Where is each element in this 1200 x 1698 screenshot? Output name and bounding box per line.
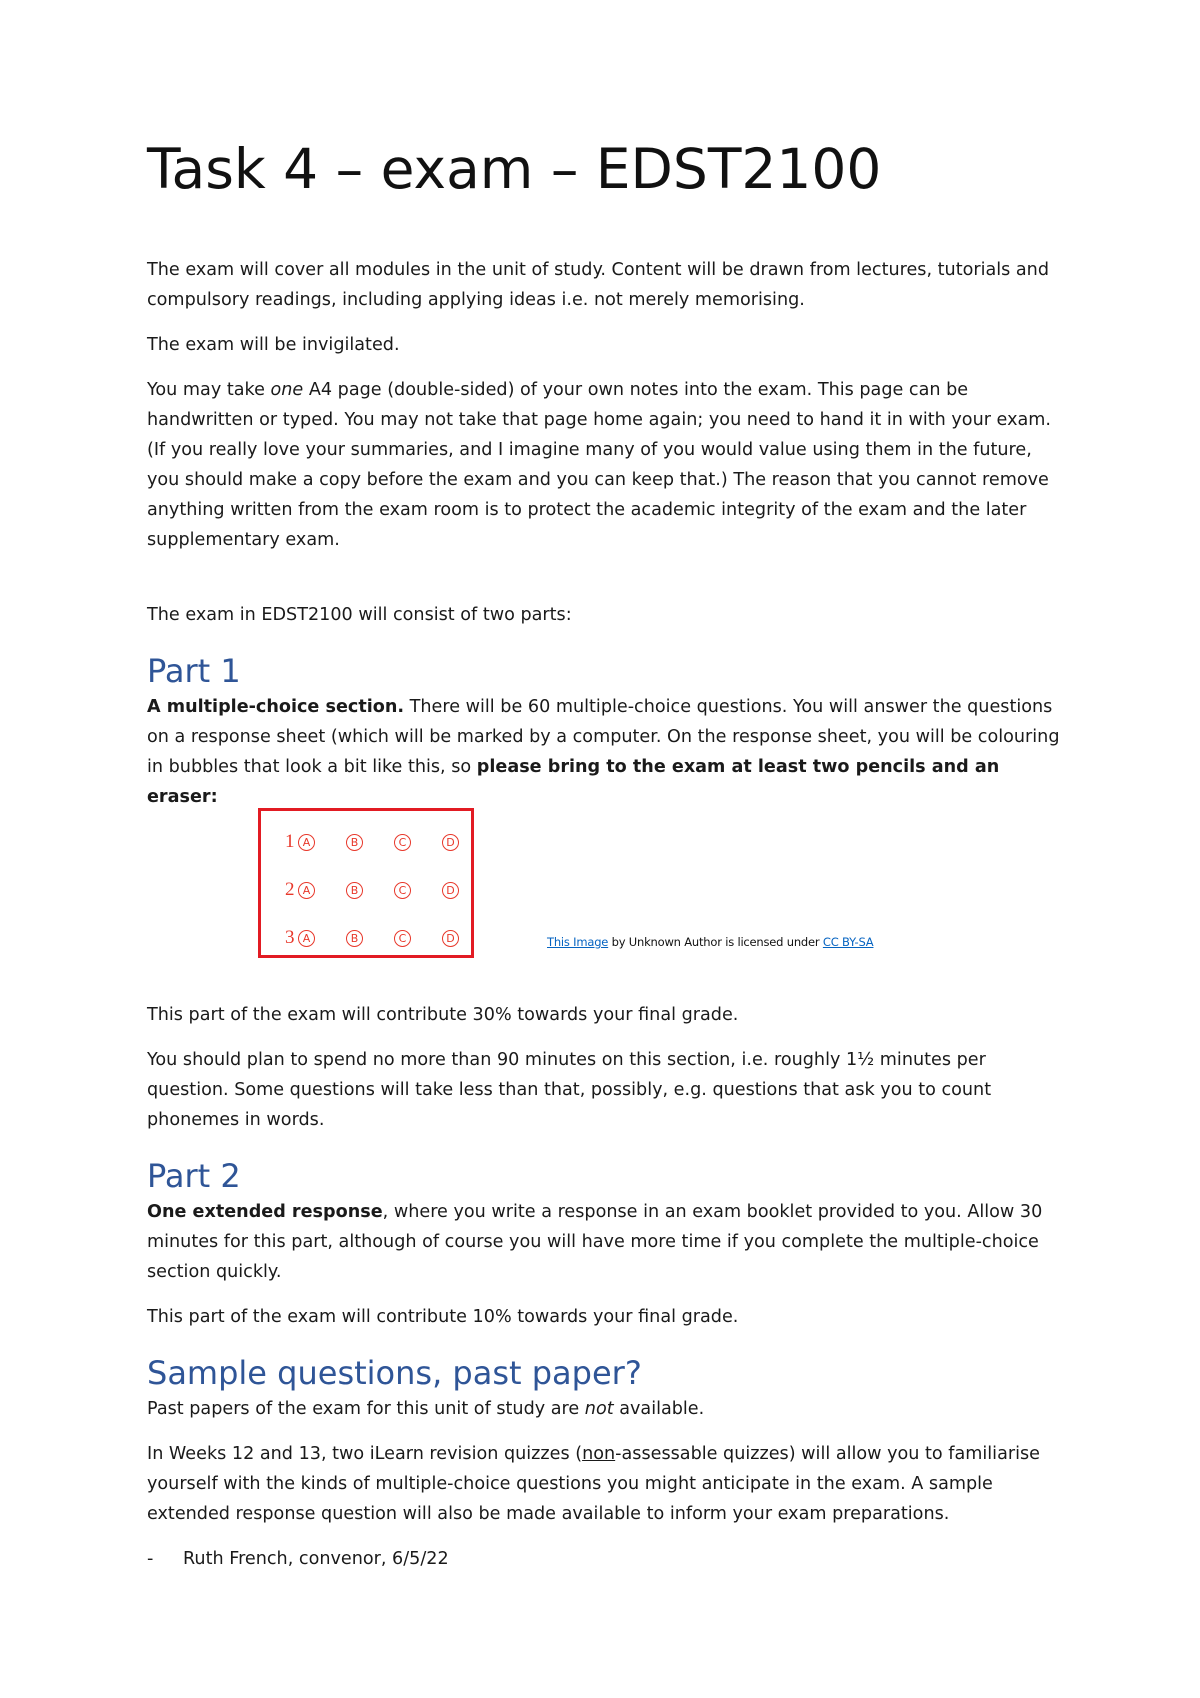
bubble-sheet-image <box>258 808 474 958</box>
bubble-d: D <box>442 930 459 947</box>
part1-timing: You should plan to spend no more than 90 minutes on this section, i.e. roughly 1½ minutes per question. Some questions will take less than that, possibly, e.g. questions that ask you to count phonemes in words. <box>147 1050 992 1130</box>
bold-lead: A multiple-choice section. <box>147 697 405 717</box>
bold-lead: One extended response <box>147 1202 383 1222</box>
part1-description <box>147 692 1067 812</box>
heading-sample-questions: Sample questions, past paper? <box>147 1354 642 1392</box>
text-run: A4 page (double-sided) of your own notes into the exam. This page can be handwritten or typed. You may not take that page home again; you need to hand it in with your exam. (If you really love your summaries, and I imagine many of you would value using them in the future, you should make a copy before the exam and you can keep that.) The reason that you cannot remove anything written from the exam room is to protect the academic integrity of the exam and the later supplementary exam. <box>147 380 1051 550</box>
heading-part-2: Part 2 <box>147 1157 241 1195</box>
intro-paragraph-parts: The exam in EDST2100 will consist of two parts: <box>147 605 572 625</box>
emphasis-not: not <box>584 1399 614 1419</box>
text-run: , where you write a response in an exam booklet provided to you. Allow 30 minutes for this part, although of course you will have more time if you complete the multiple-choice section quickly. <box>147 1202 1043 1282</box>
text-run: -assessable quizzes) will allow you to familiarise yourself with the kinds of multiple-choice questions you might anticipate in the exam. A sample extended response question will also be made available to inform your exam preparations. <box>147 1444 1040 1524</box>
text-run: Past papers of the exam for this unit of study are <box>147 1399 585 1419</box>
part2-description <box>147 1197 1067 1287</box>
samples-revision-quizzes <box>147 1439 1067 1529</box>
row-number: 3 <box>285 927 295 948</box>
intro-paragraph-invigilated: The exam will be invigilated. <box>147 335 400 355</box>
bubble-b: B <box>346 882 363 899</box>
bold-instruction: please bring to the exam at least two pencils and an eraser: <box>147 757 1000 807</box>
intro-paragraph-coverage: The exam will cover all modules in the unit of study. Content will be drawn from lectures, tutorials and compulsory readings, including applying ideas i.e. not merely memorising. <box>147 260 1050 310</box>
text-run: There will be 60 multiple-choice questions. You will answer the questions on a response sheet (which will be marked by a computer. On the response sheet, you will be colouring in bubbles that look a bit like this, so <box>147 697 1060 777</box>
list-dash: - <box>147 1549 154 1569</box>
bubble-b: B <box>346 930 363 947</box>
emphasis-one: one <box>270 380 304 400</box>
bubble-a: A <box>298 834 315 851</box>
page-title: Task 4 – exam – EDST2100 <box>147 137 882 201</box>
signature-line <box>147 1544 1067 1574</box>
intro-paragraph-notes <box>147 375 1067 555</box>
row-number: 1 <box>285 831 295 852</box>
bubble-row-3 <box>285 923 459 953</box>
image-link[interactable]: This Image <box>547 935 609 949</box>
text-run: In Weeks 12 and 13, two iLearn revision quizzes ( <box>147 1444 583 1464</box>
bubble-c: C <box>394 834 411 851</box>
license-link[interactable]: CC BY-SA <box>822 935 874 949</box>
bubble-a: A <box>298 882 315 899</box>
part1-contribution: This part of the exam will contribute 30% towards your final grade. <box>147 1005 739 1025</box>
bubble-row-2 <box>285 875 459 905</box>
samples-past-papers <box>147 1394 1067 1424</box>
bubble-b: B <box>346 834 363 851</box>
text-run: available. <box>613 1399 705 1419</box>
bubble-d: D <box>442 834 459 851</box>
credit-text: by Unknown Author is licensed under <box>608 935 823 949</box>
bubble-row-1 <box>285 827 459 857</box>
row-number: 2 <box>285 879 295 900</box>
image-credit <box>547 935 873 949</box>
text-run: You may take <box>147 380 271 400</box>
bubble-c: C <box>394 930 411 947</box>
part2-contribution: This part of the exam will contribute 10% towards your final grade. <box>147 1307 739 1327</box>
bubble-a: A <box>298 930 315 947</box>
bubble-c: C <box>394 882 411 899</box>
bubble-example-row <box>147 827 1067 995</box>
bubble-d: D <box>442 882 459 899</box>
spacer <box>147 570 1067 600</box>
signature-text: Ruth French, convenor, 6/5/22 <box>183 1549 449 1569</box>
underline-non: non <box>582 1444 616 1464</box>
document-page <box>147 128 1067 1574</box>
heading-part-1: Part 1 <box>147 652 241 690</box>
